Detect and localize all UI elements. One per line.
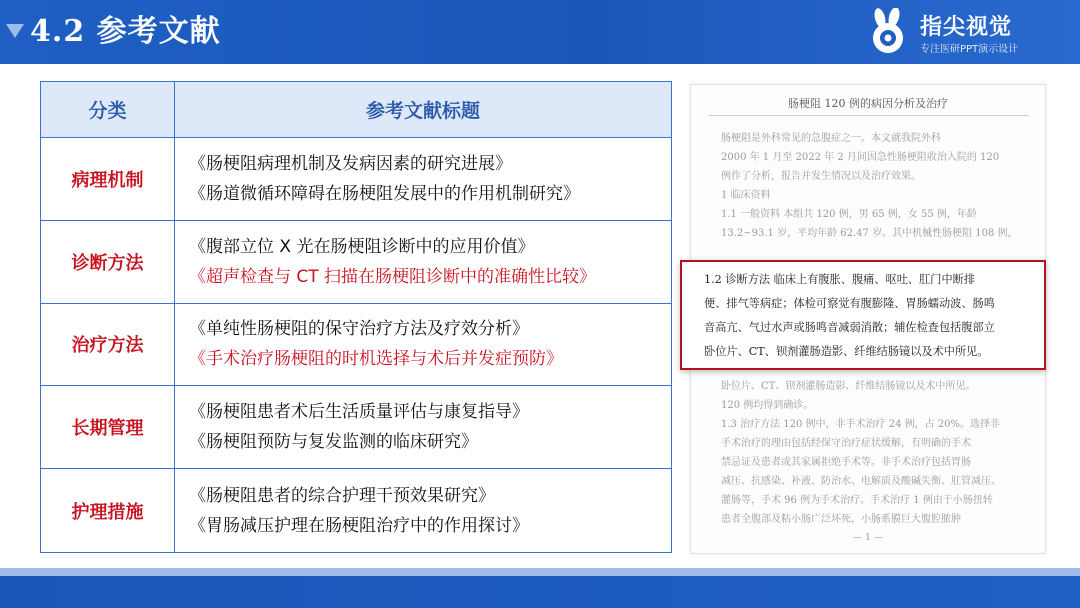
category-cell: 长期管理 (41, 386, 175, 469)
document-body (721, 377, 1021, 529)
page-number: — 1 — (853, 533, 883, 543)
document-line: 1.3 治疗方法 120 例中，非手术治疗 24 例，占 20%。选择非 (721, 419, 1001, 430)
brand-name: 指尖视觉 (920, 15, 1013, 40)
reference-title: 《肠梗阻患者的综合护理干预效果研究》 (189, 485, 495, 506)
category-cell: 治疗方法 (41, 304, 175, 387)
reference-title: 《肠梗阻患者术后生活质量评估与康复指导》 (189, 402, 529, 423)
footer-bar (0, 576, 1080, 608)
excerpt-line: 1.2 诊断方法 临床上有腹胀、腹痛、呕吐、肛门中断排 (704, 273, 976, 286)
document-line: 1 临床资料 (721, 190, 771, 201)
column-header-category: 分类 (41, 82, 175, 138)
category-cell: 病理机制 (41, 138, 175, 221)
reference-title: 《胃肠减压护理在肠梗阻治疗中的作用探讨》 (189, 515, 529, 536)
document-line: 卧位片、CT、钡剂灌肠造影、纤维结肠镜以及术中所见。 (721, 381, 976, 392)
bunny-eye-icon (866, 8, 914, 56)
document-line: 患者全腹部及粘小肠广泛坏死，小肠系膜巨大腹腔脓肿 (721, 514, 961, 525)
excerpt-line: 卧位片、CT、钡剂灌肠造影、纤维结肠镜以及术中所见。 (704, 345, 989, 358)
excerpt-line: 便、排气等病症；体检可察觉有腹膨隆、胃肠蠕动波、肠鸣 (704, 297, 995, 310)
titles-cell (175, 138, 671, 221)
document-line: 120 例均得到确诊。 (721, 400, 814, 411)
titles-cell (175, 469, 671, 552)
document-line: 1.1 一般资料 本组共 120 例，男 65 例，女 55 例，年龄 (721, 209, 977, 220)
titles-cell (175, 386, 671, 469)
document-intro (721, 129, 1021, 243)
column-header-titles: 参考文献标题 (175, 82, 671, 138)
document-line: 手术治疗的理由包括经保守治疗症状缓解，有明确的手术 (721, 438, 971, 449)
document-title: 肠梗阻 120 例的病因分析及治疗 (788, 97, 948, 110)
reference-title: 《肠道微循环障碍在肠梗阻发展中的作用机制研究》 (189, 183, 580, 204)
document-line: 减压、抗感染、补液、防治水、电解质及酸碱失衡、肛管减压、 (721, 476, 1001, 487)
document-line: 肠梗阻是外科常见的急腹症之一。本文就我院外科 (721, 133, 941, 144)
reference-table (40, 81, 672, 553)
titles-cell (175, 221, 671, 304)
document-line: 2000 年 1 月至 2022 年 2 月间因急性肠梗阻收治入院的 120 (721, 152, 1000, 163)
titles-cell (175, 304, 671, 387)
divider (709, 115, 1029, 116)
reference-title: 《单纯性肠梗阻的保守治疗方法及疗效分析》 (189, 319, 529, 340)
triangle-icon (6, 24, 24, 38)
page-title: 4.2 参考文献 (30, 14, 221, 49)
document-line: 禁忌证及患者或其家属拒绝手术等。非手术治疗包括胃肠 (721, 457, 971, 468)
reference-title: 《肠梗阻病理机制及发病因素的研究进展》 (189, 153, 512, 174)
reference-title-highlighted: 《超声检查与 CT 扫描在肠梗阻诊断中的准确性比较》 (189, 266, 597, 287)
reference-title: 《肠梗阻预防与复发监测的临床研究》 (189, 432, 478, 453)
category-cell: 护理措施 (41, 469, 175, 552)
reference-title: 《腹部立位 X 光在肠梗阻诊断中的应用价值》 (189, 236, 535, 257)
reference-title-highlighted: 《手术治疗肠梗阻的时机选择与术后并发症预防》 (189, 349, 563, 370)
document-line: 例作了分析，报告并发生情况以及治疗效果。 (721, 171, 921, 182)
highlighted-excerpt (680, 260, 1046, 370)
document-line: 灌肠等，手术 96 例为手术治疗。手术治疗 1 例由于小肠扭转 (721, 495, 993, 506)
excerpt-line: 音高亢、气过水声或肠鸣音减弱消散；辅佐检查包括腹部立 (704, 321, 995, 334)
footer-accent-bar (0, 568, 1080, 576)
document-line: 13.2~93.1 岁，平均年龄 62.47 岁。其中机械性肠梗阻 108 例， (721, 228, 1018, 239)
brand-logo (866, 6, 1066, 58)
category-cell: 诊断方法 (41, 221, 175, 304)
header-bar (0, 0, 1080, 64)
brand-slogan: 专注医研PPT演示设计 (920, 44, 1019, 55)
